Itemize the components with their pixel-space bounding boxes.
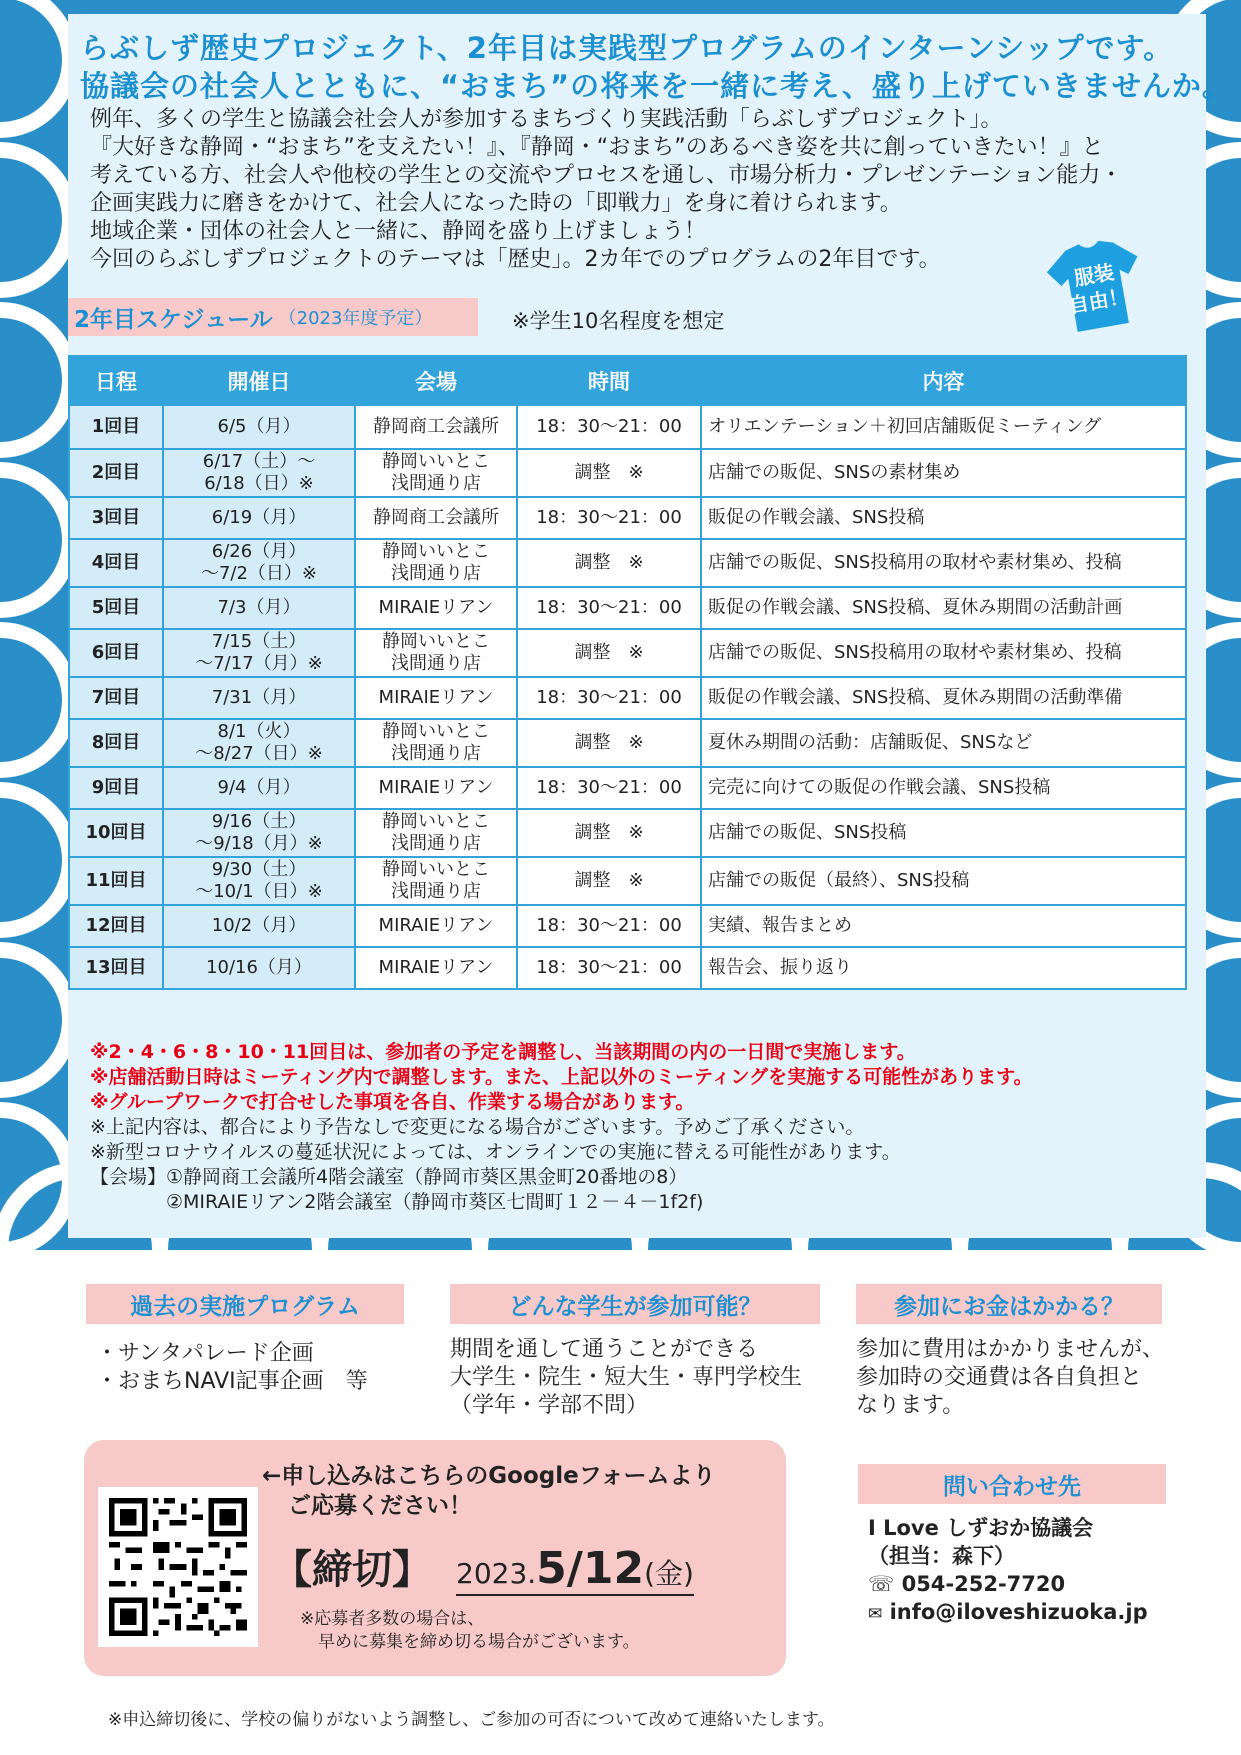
table-row [69,539,1186,587]
deadline-year: 2023. [456,1557,537,1590]
row-date-text: 7/31（月） [211,687,307,708]
deadline-label: 【締切】 [272,1547,432,1593]
note-black: ②MIRAIEリアン2階会議室（静岡市葵区七間町１２－４－1f2f) [90,1191,704,1213]
row-content-text: 報告会、振り返り [708,957,852,978]
list-item: ・サンタパレード企画 [96,1341,314,1366]
row-time-text: 調整 ※ [574,870,644,891]
row-content [701,449,1186,497]
cost-title: 参加にお金はかかる？ [856,1284,1162,1324]
schedule-notes [90,1040,1033,1215]
row-venue [355,539,517,587]
row-date [163,905,355,947]
table-row [69,629,1186,677]
row-number-text: 5回目 [91,597,141,618]
row-venue-text: 静岡いいとこ [382,811,490,832]
header-content: 内容 [701,356,1186,405]
row-number-text: 13回目 [85,957,147,978]
apply-note [300,1608,640,1654]
row-content-text: 店舗での販促（最終）、SNS投稿 [708,870,970,891]
row-date-text: ～7/2（日）※ [200,563,318,584]
row-date [163,449,355,497]
row-content-text: 販促の作戦会議、SNS投稿 [708,507,925,528]
row-date [163,857,355,905]
row-date-text: ～7/17（月）※ [195,653,323,674]
table-row [69,677,1186,719]
table-row [69,449,1186,497]
row-time [517,539,701,587]
row-venue [355,497,517,539]
row-time-text: 18：30～21：00 [536,687,682,708]
contact-title: 問い合わせ先 [858,1464,1166,1504]
table-row [69,719,1186,767]
row-content-text: 店舗での販促、SNS投稿用の取材や素材集め、投稿 [708,642,1122,663]
row-number-text: 12回目 [85,915,147,936]
row-time [517,905,701,947]
row-venue-text: MIRAIEリアン [378,777,494,798]
row-content [701,405,1186,449]
row-venue-text: 静岡商工会議所 [373,416,499,437]
apply-line1: ←申し込みはこちらのGoogleフォームより [262,1463,716,1489]
row-time-text: 調整 ※ [574,462,644,483]
past-programs-list [96,1340,368,1396]
row-venue [355,719,517,767]
schedule-table [68,355,1187,990]
tshirt-text-1: 服装 [1072,259,1116,291]
cost-line: 参加に費用はかかりませんが、 [856,1337,1165,1362]
row-venue-text: 浅間通り店 [391,473,481,494]
schedule-title-box [68,298,478,336]
row-time-text: 調整 ※ [574,552,644,573]
row-number [69,767,163,809]
row-number-text: 8回目 [91,732,141,753]
row-venue-text: 静岡いいとこ [382,859,490,880]
deadline-weekday: (金) [644,1557,694,1590]
intro-line: 地域企業・団体の社会人と一緒に、静岡を盛り上げましょう！ [90,219,707,244]
table-row [69,857,1186,905]
row-date [163,629,355,677]
row-date-text: 6/18（日）※ [204,473,314,494]
table-row [69,905,1186,947]
row-time-text: 18：30～21：00 [536,507,682,528]
table-header-row [69,356,1186,405]
row-number [69,809,163,857]
row-venue-text: 浅間通り店 [391,653,481,674]
row-number-text: 1回目 [91,416,141,437]
row-date-text: ～10/1（日）※ [195,881,323,902]
row-number [69,947,163,989]
header-date: 開催日 [163,356,355,405]
qr-code[interactable] [98,1487,258,1647]
row-date [163,405,355,449]
who-line: （学年・学部不問） [450,1393,649,1418]
row-number-text: 4回目 [91,552,141,573]
row-venue-text: 浅間通り店 [391,563,481,584]
row-venue [355,767,517,809]
row-time [517,809,701,857]
row-venue [355,809,517,857]
row-venue-text: 浅間通り店 [391,743,481,764]
row-content [701,587,1186,629]
deadline-date [456,1543,694,1596]
row-time-text: 調整 ※ [574,642,644,663]
row-content-text: 店舗での販促、SNS投稿用の取材や素材集め、投稿 [708,552,1122,573]
contact-info [868,1514,1148,1628]
row-venue [355,449,517,497]
row-date-text: 6/26（月） [211,541,307,562]
contact-phone-row [868,1570,1148,1598]
row-venue [355,629,517,677]
row-venue-text: 静岡いいとこ [382,451,490,472]
row-date-text: ～9/18（月）※ [195,833,323,854]
row-time [517,405,701,449]
row-venue-text: MIRAIEリアン [378,957,494,978]
row-time [517,677,701,719]
row-number-text: 6回目 [91,642,141,663]
row-number [69,539,163,587]
header-venue: 会場 [355,356,517,405]
schedule-subtitle: （2023年度予定） [278,308,433,329]
row-time [517,497,701,539]
list-item: ・おまちNAVI記事企画 等 [96,1369,368,1394]
apply-instruction [262,1461,716,1521]
row-content-text: 夏休み期間の活動：店舗販促、SNSなど [708,732,1033,753]
past-programs-title: 過去の実施プログラム [86,1284,404,1324]
intro-line: 例年、多くの学生と協議会社会人が参加するまちづくり実践活動「らぶしずプロジェクト」。 [90,107,1003,132]
row-content-text: オリエンテーション＋初回店舗販促ミーティング [708,416,1102,437]
intro-text [90,106,1190,274]
row-date [163,809,355,857]
mail-icon: ✉ [868,1604,883,1624]
row-time-text: 調整 ※ [574,822,644,843]
row-date [163,539,355,587]
row-content [701,857,1186,905]
row-venue-text: 静岡商工会議所 [373,507,499,528]
contact-email-row [868,1598,1148,1628]
row-date-text: 9/16（土） [211,811,307,832]
deadline [272,1538,694,1596]
row-content [701,539,1186,587]
note-black: 【会場】①静岡商工会議所4階会議室（静岡市葵区黒金町20番地の8） [90,1166,688,1188]
note-red: ※グループワークで打合せした事項を各自、作業する場合があります。 [90,1091,695,1113]
contact-person: （担当：森下） [868,1544,1015,1568]
row-venue-text: 静岡いいとこ [382,721,490,742]
row-date [163,677,355,719]
apply-note-line1: ※応募者多数の場合は、 [300,1609,485,1629]
row-date-text: 8/1（火） [217,721,301,742]
row-content-text: 販促の作戦会議、SNS投稿、夏休み期間の活動計画 [708,597,1123,618]
header-no: 日程 [69,356,163,405]
row-venue [355,587,517,629]
row-time [517,587,701,629]
row-content [701,719,1186,767]
row-date [163,719,355,767]
phone-icon: ☏ [868,1572,895,1596]
table-row [69,497,1186,539]
row-time-text: 18：30～21：00 [536,957,682,978]
row-content [701,629,1186,677]
row-date-text: 10/2（月） [211,915,307,936]
row-content [701,677,1186,719]
row-date [163,947,355,989]
row-time [517,629,701,677]
row-time [517,857,701,905]
row-date [163,767,355,809]
table-row [69,947,1186,989]
schedule-title: 2年目スケジュール [74,306,273,333]
row-number-text: 2回目 [91,462,141,483]
row-date [163,587,355,629]
footer-note: ※申込締切後に、学校の偏りがないよう調整し、ご参加の可否について改めて連絡いたします。 [108,1710,835,1730]
intro-line: 企画実践力に磨きをかけて、社会人になった時の「即戦力」を身に着けられます。 [90,191,902,216]
row-venue-text: 浅間通り店 [391,881,481,902]
row-date [163,497,355,539]
row-time [517,719,701,767]
row-number-text: 7回目 [91,687,141,708]
who-text [450,1336,802,1420]
row-number [69,857,163,905]
row-number [69,677,163,719]
cost-line: なります。 [856,1393,965,1418]
tshirt-text-2: 自由！ [1066,283,1131,318]
row-number [69,405,163,449]
row-content [701,905,1186,947]
row-number [69,719,163,767]
row-venue [355,947,517,989]
row-venue-text: 静岡いいとこ [382,631,490,652]
row-content [701,497,1186,539]
row-number-text: 11回目 [85,870,147,891]
row-date-text: 6/19（月） [211,507,307,528]
row-number-text: 10回目 [85,822,147,843]
row-time [517,947,701,989]
row-time [517,449,701,497]
contact-email[interactable]: info@iloveshizuoka.jp [889,1600,1148,1624]
who-line: 期間を通して通うことができる [450,1337,759,1362]
table-row [69,809,1186,857]
row-number [69,449,163,497]
row-number [69,497,163,539]
apply-line2: ご応募ください！ [288,1493,472,1519]
row-date-text: 9/4（月） [217,777,301,798]
note-red: ※2・4・6・8・10・11回目は、参加者の予定を調整し、当該期間の内の一日間で実施します。 [90,1041,916,1063]
who-title: どんな学生が参加可能？ [450,1284,820,1324]
row-number [69,587,163,629]
table-row [69,587,1186,629]
row-venue-text: 静岡いいとこ [382,541,490,562]
table-row [69,405,1186,449]
row-date-text: ～8/27（日）※ [195,743,323,764]
cost-line: 参加時の交通費は各自負担と [856,1365,1143,1390]
row-content [701,809,1186,857]
headline-line1: らぶしず歴史プロジェクト、2年目は実践型プログラムのインターンシップです。 [80,31,1174,65]
cost-text [856,1336,1164,1420]
contact-phone[interactable]: 054-252-7720 [901,1572,1066,1596]
row-venue-text: 浅間通り店 [391,833,481,854]
deadline-day: 5/12 [536,1543,645,1594]
row-date-text: 7/3（月） [217,597,301,618]
row-date-text: 6/17（土）～ [202,451,316,472]
row-content-text: 販促の作戦会議、SNS投稿、夏休み期間の活動準備 [708,687,1123,708]
note-black: ※上記内容は、都合により予告なしで変更になる場合がございます。予めご了承ください。 [90,1116,865,1138]
row-time [517,767,701,809]
row-venue [355,677,517,719]
row-venue [355,857,517,905]
note-black: ※新型コロナウイルスの蔓延状況によっては、オンラインでの実施に替える可能性があります。 [90,1141,901,1163]
contact-org: I Love しずおか協議会 [868,1516,1094,1540]
row-content-text: 店舗での販促、SNS投稿 [708,822,907,843]
row-date-text: 10/16（月） [206,957,312,978]
row-venue-text: MIRAIEリアン [378,597,494,618]
row-number-text: 9回目 [91,777,141,798]
header-time: 時間 [517,356,701,405]
intro-line: 今回のらぶしずプロジェクトのテーマは「歴史」。2カ年でのプログラムの2年目です。 [90,247,941,272]
row-time-text: 18：30～21：00 [536,777,682,798]
schedule-note: ※学生10名程度を想定 [512,309,725,333]
row-date-text: 9/30（土） [211,859,307,880]
row-number [69,905,163,947]
row-content [701,767,1186,809]
row-content-text: 完売に向けての販促の作戦会議、SNS投稿 [708,777,1051,798]
row-number-text: 3回目 [91,507,141,528]
row-content-text: 実績、報告まとめ [708,915,852,936]
row-number [69,629,163,677]
row-venue-text: MIRAIEリアン [378,687,494,708]
note-red: ※店舗活動日時はミーティング内で調整します。また、上記以外のミーティングを実施する可能性があります。 [90,1066,1033,1088]
apply-note-line2: 早めに募集を締め切る場合がございます。 [318,1632,640,1652]
row-time-text: 18：30～21：00 [536,597,682,618]
tshirt-icon [1042,236,1150,336]
row-venue [355,905,517,947]
intro-line: 考えている方、社会人や他校の学生との交流やプロセスを通し、市場分析力・プレゼンテーション能力・ [90,163,1123,188]
headline-line2: 協議会の社会人とともに、“おまち”の将来を一緒に考え、盛り上げていきませんか。 [80,69,1232,103]
who-line: 大学生・院生・短大生・専門学校生 [450,1365,803,1390]
row-venue [355,405,517,449]
table-row [69,767,1186,809]
row-content [701,947,1186,989]
row-venue-text: MIRAIEリアン [378,915,494,936]
row-date-text: 7/15（土） [211,631,307,652]
row-time-text: 調整 ※ [574,732,644,753]
row-time-text: 18：30～21：00 [536,416,682,437]
row-time-text: 18：30～21：00 [536,915,682,936]
row-content-text: 店舗での販促、SNSの素材集め [708,462,961,483]
intro-line: 『大好きな静岡・“おまち”を支えたい！』、『静岡・“おまち”のあるべき姿を共に創っていきたい！』と [90,135,1104,160]
row-date-text: 6/5（月） [217,416,301,437]
